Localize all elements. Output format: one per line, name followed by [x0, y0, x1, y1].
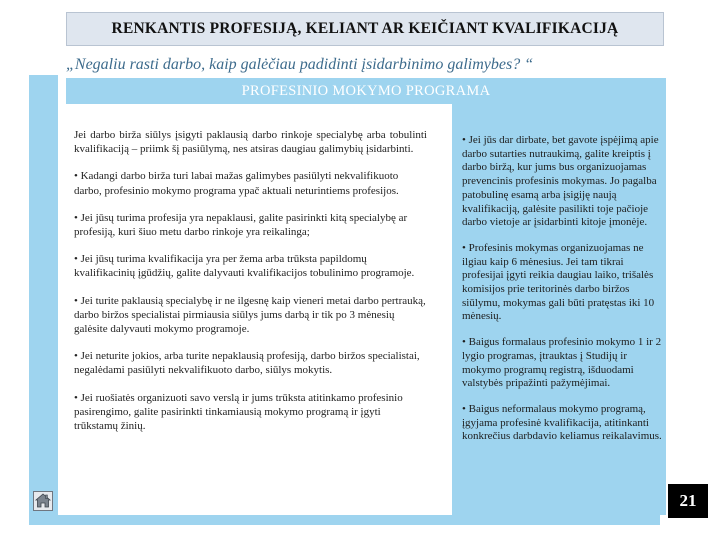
right-column [452, 104, 666, 515]
left-accent-bar [29, 75, 58, 525]
right-bullet: • Profesinis mokymas organizuojamas ne ilgiau kaip 6 mėnesius. Jei tam tikrai profesijai įgyti reikia daugiau laiko, trišalės komisijos prie teritorinės darbo biržos siūlymu, mokymas gali būti pratęstas iki 10 mėnesių. [462, 241, 655, 323]
left-bullet: • Jei jūsų turima profesija yra nepaklausi, galite pasirinkti kitą specialybę ar profesiją, kuri šiuo metu darbo rinkoje yra reikalinga; [74, 211, 408, 239]
left-bullet: • Kadangi darbo birža turi labai mažas galimybes pasiūlyti nekvalifikuoto darbo, profesinio mokymo programa ypač aktuali neturintiems profesijos. [74, 170, 399, 197]
page-title [66, 12, 664, 46]
left-column [74, 128, 427, 446]
section-band [66, 78, 666, 104]
left-bullet: • Jei neturite jokios, arba turite nepaklausią profesiją, darbo biržos specialistai, negalėdami pasiūlyti nekvalifikuoto darbo, siūlys mokytis. [74, 350, 420, 377]
home-icon-glyph [34, 492, 52, 510]
section-band-title: PROFESINIO MOKYMO PROGRAMA [241, 82, 491, 99]
home-icon[interactable] [33, 491, 53, 511]
intro-paragraph: Jei darbo birža siūlys įsigyti paklausią darbo rinkoje specialybę arba tobulinti kvalifikaciją – priimk šį pasiūlymą, nes atsiras daugiau galimybių įsidarbinti. [74, 129, 427, 156]
left-bullet: • Jei turite paklausią specialybę ir ne ilgesnę kaip vieneri metai darbo pertrauką, darbo biržos specialistai pirmiausia siūlys jums darbą ir tik po 3 mėnesių galėsite dalyvauti mokymo programoje. [74, 294, 426, 336]
right-column-text [462, 134, 667, 456]
bottom-accent-bar [29, 515, 660, 525]
right-bullet: • Jei jūs dar dirbate, bet gavote įspėjimą apie darbo sutarties nutraukimą, galite kreiptis į darbo biržą, kur jums bus organizuojamas prevencinis profesinis mokymas. Jo pagalba patobulinę esamą arba įsigiję naują kvalifikaciją, galėsite pasilikti toje pačioje darbo vietoje ar įsidarbinti kitoje įmonėje. [462, 134, 659, 229]
page-title-text: RENKANTIS PROFESIJĄ, KELIANT AR KEIČIANT KVALIFIKACIJĄ [111, 20, 619, 37]
right-bullet: • Baigus formalaus profesinio mokymo 1 ir 2 lygio programas, įtrauktas į Studijų ir mokymo programų registrą, išduodami valstybės pripažinti pažymėjimai. [462, 336, 662, 390]
page-number: 21 [668, 484, 708, 518]
left-bullet: • Jei jūsų turima kvalifikacija yra per žema arba trūksta papildomų kvalifikacinių įgūdžių, galite dalyvauti kvalifikacijos tobulinimo programoje. [74, 253, 415, 280]
subtitle-quote: „Negaliu rasti darbo, kaip galėčiau padidinti įsidarbinimo galimybes? “ [66, 56, 534, 73]
right-bullet: • Baigus neformalaus mokymo programą, įgyjama profesinė kvalifikacija, atitinkanti konkrečius darbdavio keliamus reikalavimus. [462, 402, 662, 443]
left-bullet: • Jei ruošiatės organizuoti savo verslą ir jums trūksta atitinkamo profesinio pasirengimo, galite pasirinkti tinkamiausią mokymo programą ir įgyti trūkstamų žinių. [74, 391, 403, 433]
